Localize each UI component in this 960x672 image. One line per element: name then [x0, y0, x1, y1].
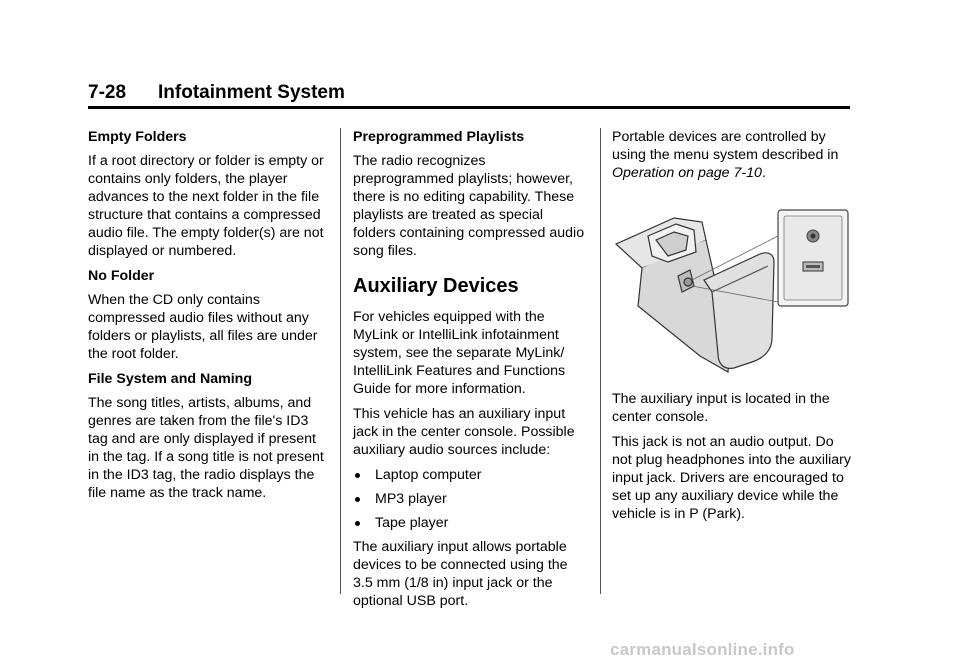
paragraph-portable: [612, 128, 852, 182]
paragraph-no-folder: When the CD only contains compressed audio files without any folders or playlists, all files are under the root folder.: [88, 292, 318, 362]
section-title: Infotainment System: [158, 82, 345, 103]
console-illustration: [612, 196, 852, 380]
paragraph-file-system: The song titles, artists, albums, and genres are taken from the file's ID3 tag and are only displayed if present in the tag. If a song title is not present in the ID3 tag, the radio displays the file name as the track name.: [88, 395, 324, 501]
paragraph-aux-ports: The auxiliary input allows portable devices to be connected using the 3.5 mm (1/8 in) input jack or the optional USB port.: [353, 539, 568, 609]
paragraph-aux-mylink: For vehicles equipped with the MyLink or IntelliLink infotainment system, see the separate MyLink/ IntelliLink Features and Functions Guide for more information.: [353, 309, 566, 397]
paragraph-location: The auxiliary input is located in the center console.: [612, 391, 830, 425]
cross-reference-link[interactable]: Operation on page 7-10: [612, 165, 762, 181]
subheading-empty-folders: Empty Folders: [88, 129, 187, 145]
list-item: MP3 player: [353, 490, 589, 508]
portable-text: Portable devices are controlled by using the menu system described in: [612, 129, 839, 163]
subheading-no-folder: No Folder: [88, 268, 155, 284]
paragraph-empty-folders: If a root directory or folder is empty or contains only folders, the player advances to the next folder in the file structure that contains a compressed audio file. The empty folder(s) are not displayed or numbered.: [88, 153, 324, 259]
subheading-file-system: File System and Naming: [88, 371, 252, 387]
column-middle: [353, 128, 589, 617]
paragraph-playlists: The radio recognizes preprogrammed playlists; however, there is no editing capability. These playlists are treated as special folders containing compressed audio song files.: [353, 153, 585, 259]
column-right: [612, 128, 852, 530]
list-item: Tape player: [353, 514, 589, 532]
paragraph-aux-input: This vehicle has an auxiliary input jack in the center console. Possible auxiliary audio sources include:: [353, 406, 575, 458]
aux-sources-list: [353, 466, 589, 532]
section-heading-auxiliary: Auxiliary Devices: [353, 275, 519, 297]
column-left: [88, 128, 328, 509]
portable-end: .: [761, 165, 766, 181]
watermark: carmanualsonline.info: [610, 640, 795, 659]
aux-jack-closeup-icon: [778, 210, 848, 306]
list-item: Laptop computer: [353, 466, 589, 484]
page-header: [88, 80, 850, 109]
paragraph-not-output: This jack is not an audio output. Do not plug headphones into the auxiliary input jack. Drivers are encouraged to set up any auxiliary device while the vehicle is in P (Park).: [612, 434, 851, 522]
column-divider: [340, 128, 341, 594]
console-lid-icon: [616, 218, 774, 372]
page-number: 7-28: [88, 82, 127, 103]
column-divider: [600, 128, 601, 594]
subheading-playlists: Preprogrammed Playlists: [353, 129, 525, 145]
